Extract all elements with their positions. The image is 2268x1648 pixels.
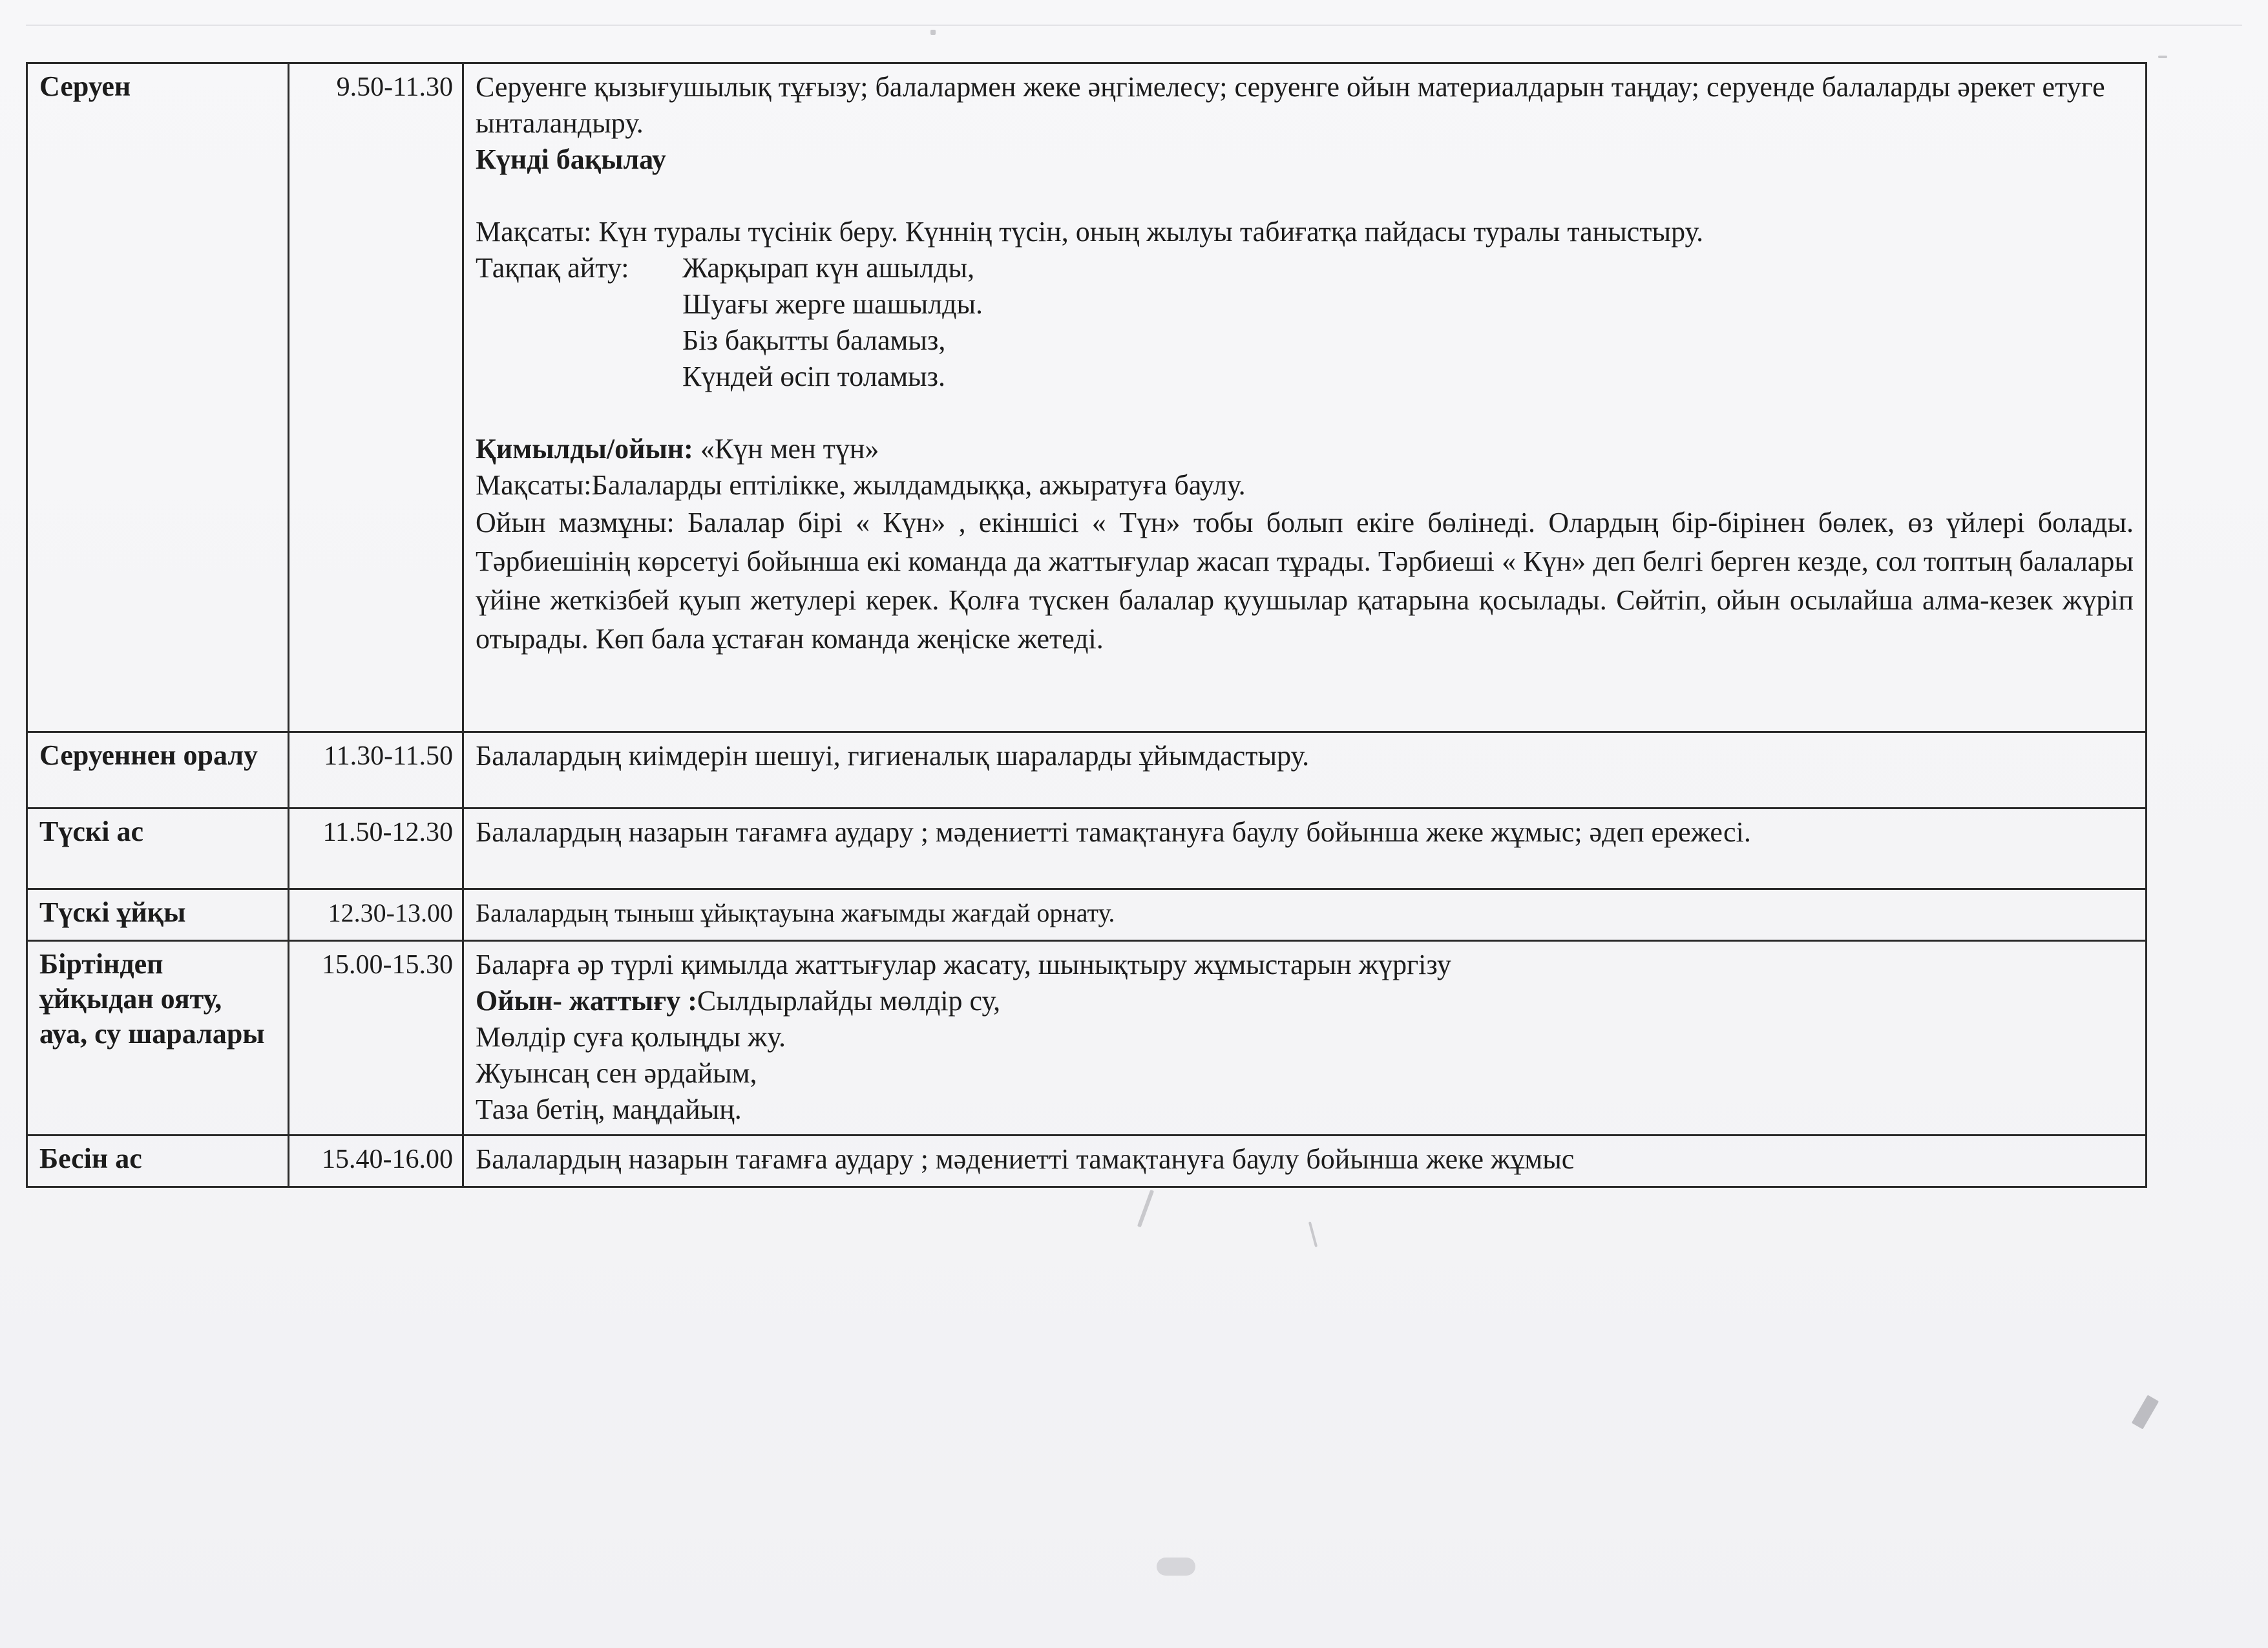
- game-name: «Күн мен түн»: [700, 433, 879, 465]
- content-cell: [463, 63, 2147, 732]
- time-cell: 11.30-11.50: [289, 732, 463, 808]
- scan-speck: [930, 30, 936, 35]
- walk-goal: Мақсаты: Күн туралы түсінік беру. Күннің түсін, оның жылуы табиғатқа пайдасы туралы таныстыру.: [476, 216, 1704, 248]
- game-title-line: [476, 431, 2134, 467]
- activity-cell: Серуен: [27, 63, 289, 732]
- activity-cell: Бесін ас: [27, 1136, 289, 1187]
- daily-schedule-table: [26, 62, 2147, 1188]
- time-cell: 12.30-13.00: [289, 889, 463, 941]
- spacer: [476, 395, 2134, 431]
- content-cell: [463, 941, 2147, 1136]
- table-row: [27, 732, 2147, 808]
- activity-cell: Біртіндеп ұйқыдан ояту, ауа, су шаралары: [27, 941, 289, 1136]
- time-cell: 15.40-16.00: [289, 1136, 463, 1187]
- table-row: [27, 63, 2147, 732]
- exercise-line: Таза бетің, маңдайың.: [476, 1093, 742, 1125]
- exercise-label: Ойын- жаттығу :: [476, 985, 697, 1017]
- exercise-first-line: [476, 983, 2134, 1019]
- spacer: [476, 178, 2134, 214]
- activity-cell: Түскі ұйқы: [27, 889, 289, 941]
- scan-speck: [1308, 1221, 1318, 1247]
- time-cell: 15.00-15.30: [289, 941, 463, 1136]
- game-goal: Мақсаты:Балаларды ептілікке, жылдамдыққа, ажыратуға баулу.: [476, 469, 1246, 501]
- table-row: [27, 889, 2147, 941]
- exercise-line: Мөлдір суға қолыңды жу.: [476, 1021, 786, 1053]
- walk-intro: Серуенге қызығушылық тұғызу; балалармен жеке әңгімелесу; серуенге ойын материалдарын таңдау; серуенде балаларды әрекет етуге ынталандыру.: [476, 71, 2105, 139]
- poem-line: Күндей өсіп толамыз.: [682, 361, 945, 392]
- poem-label: Тақпақ айту:: [476, 252, 629, 284]
- scan-speck: [1137, 1190, 1154, 1227]
- game-content: Ойын мазмұны: Балалар бірі « Күн» , екіншісі « Түн» тобы болып екіге бөлінеді. Олардың бір-бірінен бөлек, өз үйлері болады. Тәрбиешінің көрсетуі бойынша екі команда да жаттығулар жасап тұрады. Тәрбиеші « Күн» деп белгі берген кезде, сол топтың балалары үйіне жеткізбей қуып жетулері керек. Қолға түскен балалар қуушылар қатарына қосылады. Сөйтіп, ойын осылайша алма-кезек жүріп отырады. Көп бала ұстаған команда жеңіске жетеді.: [476, 507, 2134, 655]
- scan-speck: [2132, 1395, 2159, 1429]
- time-cell: 9.50-11.30: [289, 63, 463, 732]
- scan-speck: [1157, 1558, 1195, 1576]
- table-row: [27, 1136, 2147, 1187]
- content-cell: Балалардың назарын тағамға аудару ; мәдениетті тамақтануға баулу бойынша жеке жұмыс: [463, 1136, 2147, 1187]
- page-top-edge: [26, 25, 2242, 26]
- activity-cell: Серуеннен оралу: [27, 732, 289, 808]
- content-cell: Балалардың киімдерін шешуі, гигиеналық шараларды ұйымдастыру.: [463, 732, 2147, 808]
- poem-block: [476, 250, 2134, 395]
- content-cell: Балалардың тыныш ұйықтауына жағымды жағдай орнату.: [463, 889, 2147, 941]
- poem-line: Біз бақытты баламыз,: [682, 324, 946, 356]
- walk-heading: Күнді бақылау: [476, 143, 666, 175]
- activity-cell: Түскі ас: [27, 808, 289, 889]
- table-row: [27, 808, 2147, 889]
- content-cell: Балалардың назарын тағамға аудару ; мәдениетті тамақтануға баулу бойынша жеке жұмыс; әдеп ережесі.: [463, 808, 2147, 889]
- poem-line: Шуағы жерге шашылды.: [682, 288, 983, 320]
- wakeup-intro: Баларға әр түрлі қимылда жаттығулар жасату, шынықтыру жұмыстарын жүргізу: [476, 949, 1451, 980]
- game-label: Қимылды/ойын:: [476, 433, 693, 465]
- exercise-line: Сылдырлайды мөлдір су,: [697, 985, 1001, 1017]
- time-cell: 11.50-12.30: [289, 808, 463, 889]
- poem-line: Жарқырап күн ашылды,: [682, 252, 975, 284]
- poem-lines: [682, 250, 983, 395]
- table-row: [27, 941, 2147, 1136]
- exercise-line: Жуынсаң сен әрдайым,: [476, 1057, 757, 1089]
- scan-speck: [2158, 56, 2167, 58]
